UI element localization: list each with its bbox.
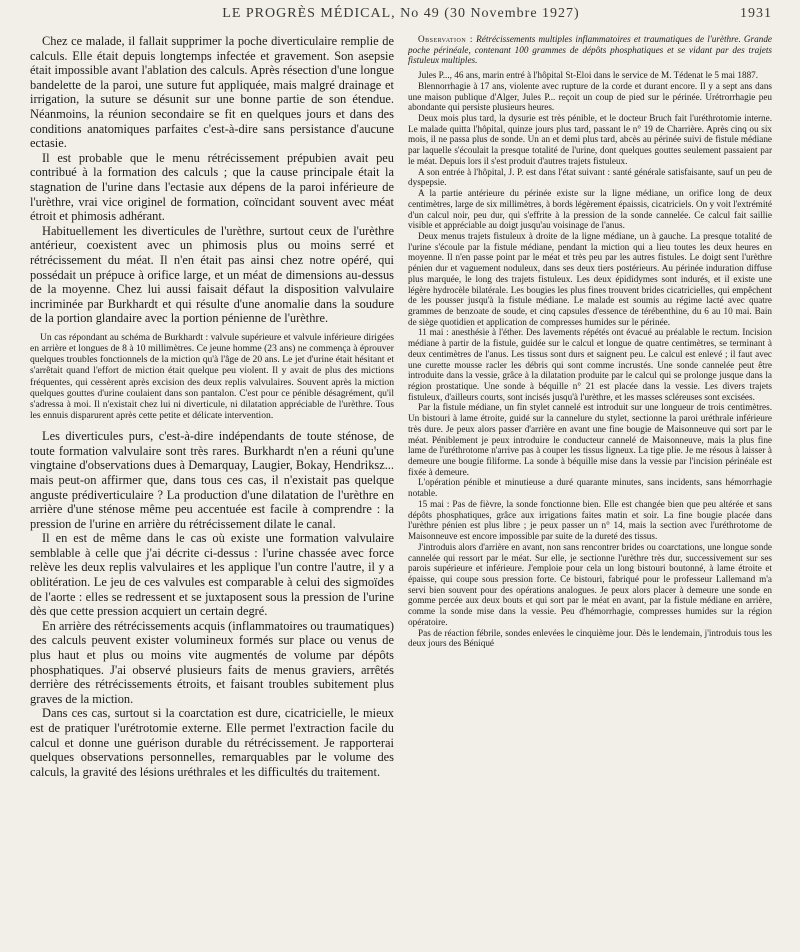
paragraph: Il en est de même dans le cas où existe une formation valvulaire semblable à celle que j'ai décrite ci-dessus : l'urine chassée avec force relève les deux replis valvulaires et les applique l'un contre l'autre, il y a oblitération. Le jeu de ces valvules est comparable à celui des sigmoïdes de l'aorte : elles se redressent et se juxtaposent sous la pression de l'urine dès que cette pression acquiert un certain degré.: [30, 531, 394, 619]
page-number: 1931: [740, 6, 772, 21]
paragraph: Il est probable que le menu rétrécissement prépubien avait peu contribué à la formation des calculs ; que la cause principale était la stagnation de l'urine dans l'ectasie aux dépens de la paroi inférieure de l'urèthre, vrai vice originel de formation, coïncidant souvent avec méat étroit et phimosis adhérant.: [30, 150, 394, 224]
paragraph: J'introduis alors d'arrière en avant, non sans rencontrer brides ou coarctations, une longue sonde cannelée qui ressort par le méat. Sur elle, je sectionne l'urèthre très dur, successivement sur ses parois supérieure et inférieure. J'emploie pour cela un long bistouri boutonné, à lame étroite et épaisse, qui coupe sous pression forte. Ce bistouri, fabriqué pour le professeur Lallemand m'a servi bien souvent pour des opérations analogues. Je peux alors placer à demeure une sonde en gomme percée aux deux bouts et qui sort par le méat en avant, par la fistule médiane en arrière, comme la sonde mise dans la vessie. Peu d'hémorrhagie, compresses humides sur la région opératoire.: [408, 541, 772, 627]
text-columns: [30, 34, 772, 946]
right-column: [408, 34, 772, 946]
paragraph: Par la fistule médiane, un fin stylet cannelé est introduit sur une longueur de trois centimètres. Un bistouri à lame étroite, guidé sur la cannelure du stylet, sectionne la paroi uréthrale inférieure très dure. Je peux alors passer d'arrière en avant une fine bougie de Maisonneuve qui sort par le méat. Péniblement je peux introduire le conducteur cannelé de Maisonneuve, mais la plus fine lame de l'uréthrotome n'arrive pas à couper les tissus ligneux. La tige plie. Je me résous à laisser à demeure une bougie filiforme. La sonde à béquille mise dans la vessie par l'incision périnéale est fixée à demeure.: [408, 402, 772, 477]
observation-heading: [408, 34, 772, 66]
paragraph: Deux mois plus tard, la dysurie est très pénible, et le docteur Bruch fait l'uréthrotomie interne. Le malade quitta l'hôpital, quinze jours plus tard, passant le n° 19 de Charrière. Après cinq ou six mois, il ne passa plus de sonde. Un an et demi plus tard, abcès au périnée suivi de fistule médiane par laquelle s'écoulait la presque totalité de l'urine, dont quelques gouttes seulement passaient par le méat. Depuis lors il s'est produit d'autres trajets fistuleux.: [408, 113, 772, 166]
case-note-paragraph: Un cas répondant au schéma de Burkhardt : valvule supérieure et valvule inférieure dirigées en arrière et longues de 8 à 10 millimètres. Ce jeune homme (23 ans) ne commença à éprouver quelques troubles fonctionnels de la miction qu'à l'âge de 20 ans. Le jet d'urine était hésitant et s'arrêtait quand l'effort de miction était quelque peu violent. Il y avait de plus des mictions fréquentes, qui cessèrent après excision des deux replis valvulaires. Souvent après la miction quelques gouttes d'urine coulaient dans son pantalon. C'est pour ce pénible désagrément, qu'il s'adressa à moi. Il n'existait chez lui ni diverticule, ni dilatation appréciable de l'urèthre. Tous les ennuis disparurent après cette petite et délicate intervention.: [30, 331, 394, 421]
paragraph: A son entrée à l'hôpital, J. P. est dans l'état suivant : santé générale satisfaisante, sauf un peu de dyspepsie.: [408, 166, 772, 188]
observation-title: Rétrécissements multiples inflammatoires et traumatiques de l'urèthre. Grande poche périnéale, contenant 100 grammes de dépôts phosphatiques et se vidant par des trajets fistuleux multiples.: [408, 34, 772, 66]
left-column: [30, 34, 394, 946]
paragraph: Habituellement les diverticules de l'urèthre, surtout ceux de l'urèthre antérieur, coexistent avec un phimosis plus ou moins serré et rétrécissement du méat. Il n'en était pas ainsi chez notre opéré, qui possédait un prépuce à orifice large, et un méat de dimensions au-dessus de la moyenne. Chez lui aussi faisait défaut la disposition valvulaire incriminée par Burkhardt et qui résulte d'une anomalie dans la soudure de la portion glandaire avec la portion pénienne de l'urèthre.: [30, 223, 394, 326]
paragraph: Dans ces cas, surtout si la coarctation est dure, cicatricielle, le mieux est de pratiquer l'urétrotomie externe. Elle permet l'extraction facile du calcul et donne une guérison durable du rétrécissement. Je rapporterai quelques observations personnelles, remarquables par le volume des calculs, la gravité des lésions uréthrales et les difficultés du traitement.: [30, 706, 394, 779]
running-title: LE PROGRÈS MÉDICAL, No 49 (30 Novembre 1927): [222, 6, 580, 21]
paragraph: L'opération pénible et minutieuse a duré quarante minutes, sans incidents, sans hémorrhagie notable.: [408, 477, 772, 499]
page-header: [30, 4, 772, 26]
paragraph: 15 mai : Pas de fièvre, la sonde fonctionne bien. Elle est changée bien que peu altérée et sans dépôts phosphatiques, grâce aux irrigations faites matin et soir. La fine bougie placée dans l'urèthre pénien est plus libre ; je peux passer un n° 14, mais la section avec l'uréthrotome de Maisonneuve est encore impossible par suite de la dureté des tissus.: [408, 498, 772, 542]
observation-label: Observation :: [418, 34, 473, 44]
paragraph: Pas de réaction fébrile, sondes enlevées le cinquième jour. Dès le lendemain, j'introduis tous les deux jours des Béniqué: [408, 627, 772, 649]
paragraph: En arrière des rétrécissements acquis (inflammatoires ou traumatiques) des calculs peuvent exister volumineux formés sur place ou venus de plus haut et plus ou moins vite augmentés de volume par dépôts phosphatiques. J'ai observé plusieurs faits de menus graviers, arrêtés derrière des rétrécissements étroits, et faisant troubles subitement plus graves de la miction.: [30, 618, 394, 706]
paragraph: Chez ce malade, il fallait supprimer la poche diverticulaire remplie de calculs. Elle était depuis longtemps infectée et gravement. Son asepsie était impossible avant l'ablation des calculs. Après résection d'une longue bandelette de la paroi, une suture fut appliquée, mais malgré drainage et irrigation, la suture se désunit sur une bonne partie de son étendue. Néanmoins, la réunion secondaire se fit en quelques jours et dans des conditions anatomiques parfaites c'est-à-dire sans persistance d'aucune ectasie.: [30, 34, 394, 151]
paragraph: Jules P..., 46 ans, marin entré à l'hôpital St-Eloi dans le service de M. Tédenat le 5 mai 1887.: [418, 70, 759, 81]
paragraph: Deux menus trajets fistuleux à droite de la ligne médiane, un à gauche. La presque totalité de l'urine s'écoule par la fistule médiane, pendant la miction qui a lieu toutes les deux heures en moyenne. Il n'en passe point par le méat et très peu par les autres fistules. Le doigt sent l'urèthre pénien dur et vaguement noduleux, dans ses deux tiers postérieurs. Au périnée induration diffuse plus marquée, le long des trajets fistuleux. Les deux épididymes sont indurés, et il existe une légère hydrocèle bilatérale. Les bougies les plus fines trouvent brides cicatricielles, qui empêchent de les pousser jusqu'à la fistule médiane. Le malade est soumis au régime lacté avec quatre grammes de benzoate de soude, et cinq capsules d'essence de térébenthine, du 6 au 10 mai. Bain de siège quotidien et application de compresses humides sur le périnée.: [408, 230, 772, 327]
paragraph: Les diverticules purs, c'est-à-dire indépendants de toute sténose, de toute formation valvulaire sont très rares. Burkhardt n'en a réuni qu'une vingtaine d'observations dues à Demarquay, Laugier, Bokay, Hendriksz... mais peut-on affirmer que, dans tous ces cas, il n'existait pas quelque anguste prédiverticulaire ? La production d'une dilatation de l'urèthre en arrière d'une sténose même peu accentuée est facile à comprendre : la pression de l'urine en arrière du rétrécissement dilate le canal.: [30, 429, 394, 531]
paragraph: A la partie antérieure du périnée existe sur la ligne médiane, un orifice long de deux centimètres, large de six millimètres, à bords légèrement épaissis, cicatriciels. On y voit l'extrémité d'un calcul noir, peu dur, qui s'effrite à la pression de la sonde cannelée. Ce calcul fait saillie visible et appréciable au doigt jusqu'au voisinage de l'anus.: [408, 188, 772, 231]
paragraph: 11 mai : anesthésie à l'éther. Des lavements répétés ont évacué au préalable le rectum. Incision médiane à partir de la fistule, guidée sur le calcul et longue de quatre centimètres, se terminant à deux centimètres de l'anus. Les tissus sont durs et saignent peu. Le calcul est enlevé ; il faut avec une curette mousse racler les débris qui sont comme incrustés. Une sonde cannelée peut être introduite dans la vessie, grâce à la dilatation produite par le calcul qui se prolonge jusque dans la région prostatique. Une sonde à béquille n° 21 est placée dans la vessie. Les divers trajets fistuleux, d'ailleurs courts, sont incisés jusqu'à l'urèthre, et les masses scléreuses sont excisées.: [408, 327, 772, 402]
paragraph: Blennorrhagie à 17 ans, violente avec rupture de la corde et durant encore. Il y a sept ans dans une maison publique d'Alger, Jules P... reçoit un coup de pied sur le périnée. Urétrorrhagie peu abondante qui persiste plusieurs heures.: [408, 80, 772, 113]
